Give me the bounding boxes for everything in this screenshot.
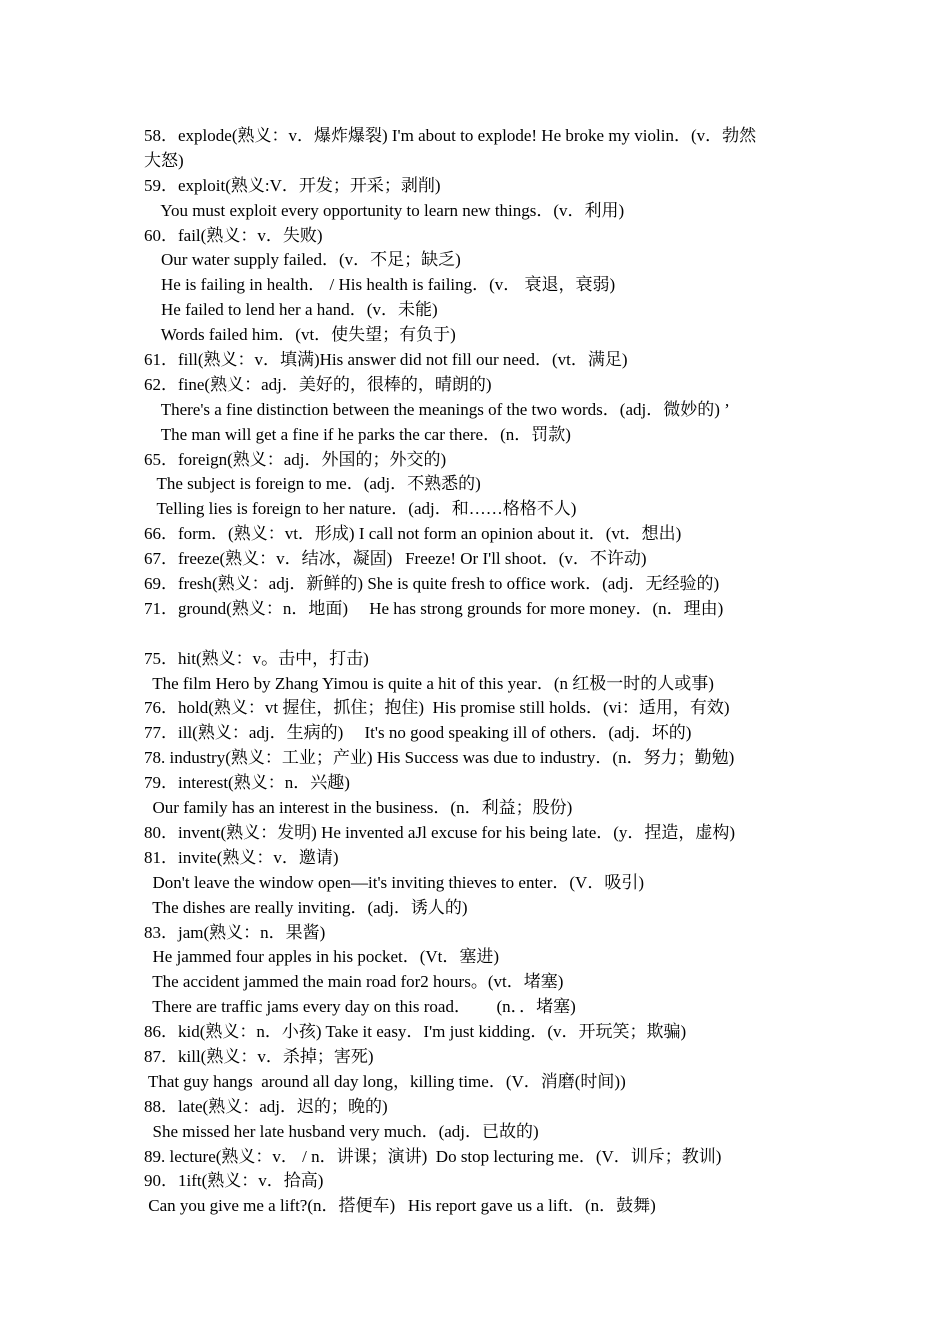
vocabulary-text: [144, 124, 814, 1219]
text-line: 62．fine(熟义：adj．美好的，很棒的，晴朗的): [144, 374, 492, 394]
text-line: 87．kill(熟义：v．杀掉；害死): [144, 1046, 374, 1066]
text-line: The man will get a fine if he parks the car there．(n．罚款): [144, 424, 571, 444]
text-line: He is failing in health． / His health is failing．(v． 衰退，衰弱): [144, 275, 616, 295]
text-line: Our family has an interest in the business．(n．利益；股份): [144, 798, 573, 818]
text-line: Words failed him．(vt．使失望；有负于): [144, 325, 456, 345]
text-line: The film Hero by Zhang Yimou is quite a hit of this year．(n 红极一时的人或事): [144, 673, 714, 693]
text-line: You must exploit every opportunity to learn new things．(v．利用): [144, 200, 625, 220]
text-line: He jammed four apples in his pocket．(Vt．塞进): [144, 947, 500, 967]
text-line: She missed her late husband very much．(adj．已故的): [144, 1121, 539, 1141]
text-line: 76．hold(熟义：vt 握住，抓住；抱住) His promise still holds．(vi：适用，有效): [144, 698, 730, 718]
text-line: That guy hangs around all day long，killing time．(V．消磨(时间)): [144, 1071, 626, 1091]
text-line: 69．fresh(熟义：adj．新鲜的) She is quite fresh to office work．(adj．无经验的): [144, 574, 720, 594]
text-line: 86．kid(熟义：n．小孩) Take it easy．I'm just kidding．(v．开玩笑；欺骗): [144, 1022, 687, 1042]
text-line: Telling lies is foreign to her nature．(adj．和……格格不人): [144, 499, 577, 519]
text-line: Don't leave the window open—it's inviting thieves to enter．(V．吸引): [144, 872, 644, 892]
text-line: He failed to lend her a hand．(v．未能): [144, 300, 438, 320]
text-line: The accident jammed the main road for2 hours。(vt．堵塞): [144, 972, 564, 992]
text-line: 66．form．(熟义：vt．形成) I call not form an opinion about it．(vt．想出): [144, 524, 682, 544]
text-line: 大怒): [144, 150, 184, 170]
text-line: 89. lecture(熟义：v． / n．讲课；演讲) Do stop lecturing me．(V．训斥；教训): [144, 1146, 722, 1166]
text-line: 61．fill(熟义：v．填满)His answer did not fill our need．(vt．满足): [144, 350, 628, 370]
text-line: The dishes are really inviting．(adj．诱人的): [144, 897, 468, 917]
text-line: 59．exploit(熟义:V．开发；开采；剥削): [144, 175, 441, 195]
text-line: 81．invite(熟义：v．邀请): [144, 847, 339, 867]
text-line: There are traffic jams every day on this road． (n．．堵塞): [144, 997, 576, 1017]
text-line: 79．interest(熟义：n．兴趣): [144, 773, 350, 793]
text-line: 67．freeze(熟义：v．结冰，凝固) Freeze! Or I'll shoot．(v．不许动): [144, 549, 647, 569]
text-line: The subject is foreign to me．(adj．不熟悉的): [144, 474, 481, 494]
text-line: 80．invent(熟义：发明) He invented aJl excuse for his being late．(y．捏造，虚构): [144, 822, 736, 842]
text-line: 75．hit(熟义：v。击中，打击): [144, 648, 369, 668]
text-line: 71．ground(熟义：n．地面) He has strong grounds for more money．(n．理由): [144, 598, 724, 618]
text-line: 60．fail(熟义：v．失败): [144, 225, 323, 245]
text-line: Our water supply failed．(v．不足；缺乏): [144, 250, 461, 270]
text-line: 78. industry(熟义：工业；产业) His Success was due to industry．(n．努力；勤勉): [144, 748, 735, 768]
text-line: 88．late(熟义：adj．迟的；晚的): [144, 1096, 388, 1116]
text-line: 58．explode(熟义：v．爆炸爆裂) I'm about to explode! He broke my violin．(v．勃然: [144, 126, 757, 145]
text-line: 90．1ift(熟义：v．拾高): [144, 1171, 324, 1191]
text-line: 83．jam(熟义：n．果酱): [144, 922, 326, 942]
text-line: 65．foreign(熟义：adj．外国的；外交的): [144, 449, 447, 469]
text-line: 77．ill(熟义：adj．生病的) It's no good speaking ill of others．(adj．坏的): [144, 723, 692, 743]
blank-line: [144, 622, 814, 647]
text-line: There's a fine distinction between the meanings of the two words．(adj．微妙的) ’: [144, 399, 730, 419]
text-line: Can you give me a lift?(n．搭便车) His report gave us a lift．(n．鼓舞): [144, 1196, 656, 1216]
